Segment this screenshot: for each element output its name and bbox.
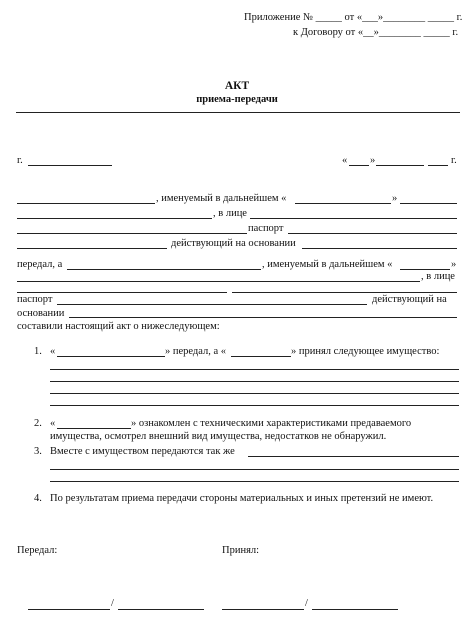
item1-accepted-text: » принял следующее имущество: <box>291 346 440 357</box>
contract-line: к Договору от «__»________ _____ г. <box>293 27 459 38</box>
party2-rep-field-a[interactable] <box>17 292 227 293</box>
item3-text: Вместе с имуществом передаются так же <box>50 446 235 457</box>
party1-quote-close: » <box>392 193 398 204</box>
party2-in-person: , в лице <box>421 271 455 282</box>
date-year-field[interactable] <box>428 165 448 166</box>
party2-passport-label: паспорт <box>17 294 53 305</box>
party1-name-field[interactable] <box>17 203 155 204</box>
drew-up-text: составили настоящий акт о нижеследующем: <box>17 321 220 332</box>
party1-in-person: , в лице <box>213 208 247 219</box>
item1-number: 1. <box>34 346 42 357</box>
party1-passport-extra-field[interactable] <box>17 248 167 249</box>
item2-party-field[interactable] <box>57 428 131 429</box>
party2-quote-close: » <box>451 259 457 270</box>
party1-line2-field[interactable] <box>17 218 212 219</box>
received-slash: / <box>305 598 308 609</box>
date-open-quote: « <box>342 155 348 166</box>
party2-rep-field-b[interactable] <box>232 292 457 293</box>
gave-label: Передал: <box>17 545 58 556</box>
gave-name-field[interactable] <box>118 609 204 610</box>
party1-rep-name-field[interactable] <box>17 233 247 234</box>
party1-representative-field[interactable] <box>250 218 457 219</box>
city-prefix: г. <box>17 155 23 166</box>
document-subtitle: приема-передачи <box>196 94 278 105</box>
extra-property-line[interactable] <box>50 481 459 482</box>
date-day-field[interactable] <box>349 165 369 166</box>
item2-acquainted-text: » ознакомлен с техническими характеристиками предаваемого <box>131 418 412 429</box>
gave-slash: / <box>111 598 114 609</box>
party1-extra-field[interactable] <box>400 203 457 204</box>
year-suffix: г. <box>451 155 457 166</box>
party1-named-text: , именуемый в дальнейшем « <box>156 193 287 204</box>
party1-basis-field[interactable] <box>302 248 457 249</box>
item4-number: 4. <box>34 493 42 504</box>
transferred-label: передал, а <box>17 259 63 270</box>
received-name-field[interactable] <box>312 609 398 610</box>
property-line[interactable] <box>50 405 459 406</box>
party1-passport-label: паспорт <box>248 223 284 234</box>
document-title: АКТ <box>224 80 250 92</box>
gave-signature-field[interactable] <box>28 609 110 610</box>
date-month-field[interactable] <box>376 165 424 166</box>
item2-quote-open: « <box>50 418 56 429</box>
appendix-line: Приложение № _____ от «___»________ _____ г. <box>244 12 463 23</box>
property-line[interactable] <box>50 381 459 382</box>
party1-acting-basis: действующий на основании <box>171 238 296 249</box>
city-field[interactable] <box>28 165 112 166</box>
party2-basis-label: основании <box>17 308 65 319</box>
title-rule <box>16 112 460 113</box>
item3-extra-field[interactable] <box>248 456 459 457</box>
item4-text: По результатам приема передачи стороны материальных и иных претензий не имеют. <box>50 493 434 504</box>
item3-number: 3. <box>34 446 42 457</box>
party2-passport-field[interactable] <box>57 304 367 305</box>
received-signature-field[interactable] <box>222 609 304 610</box>
party1-passport-field[interactable] <box>288 233 457 234</box>
item1-receiver-field[interactable] <box>231 356 291 357</box>
party2-line2-field[interactable] <box>17 281 420 282</box>
item1-transferred-text: » передал, а « <box>165 346 227 357</box>
party1-shortname-field[interactable] <box>295 203 391 204</box>
party2-acting-on: действующий на <box>372 294 447 305</box>
item1-quote-open: « <box>50 346 56 357</box>
property-line[interactable] <box>50 393 459 394</box>
party2-name-field[interactable] <box>67 269 261 270</box>
received-label: Принял: <box>222 545 260 556</box>
extra-property-line[interactable] <box>50 469 459 470</box>
property-line[interactable] <box>50 369 459 370</box>
item2-inspected-text: имущества, осмотрел внешний вид имущества, недостатков не обнаружил. <box>50 431 387 442</box>
date-close-quote: » <box>370 155 376 166</box>
item2-number: 2. <box>34 418 42 429</box>
item1-giver-field[interactable] <box>57 356 165 357</box>
party2-basis-field[interactable] <box>69 317 457 318</box>
party2-shortname-field[interactable] <box>400 269 450 270</box>
party2-named-text: , именуемый в дальнейшем « <box>262 259 393 270</box>
